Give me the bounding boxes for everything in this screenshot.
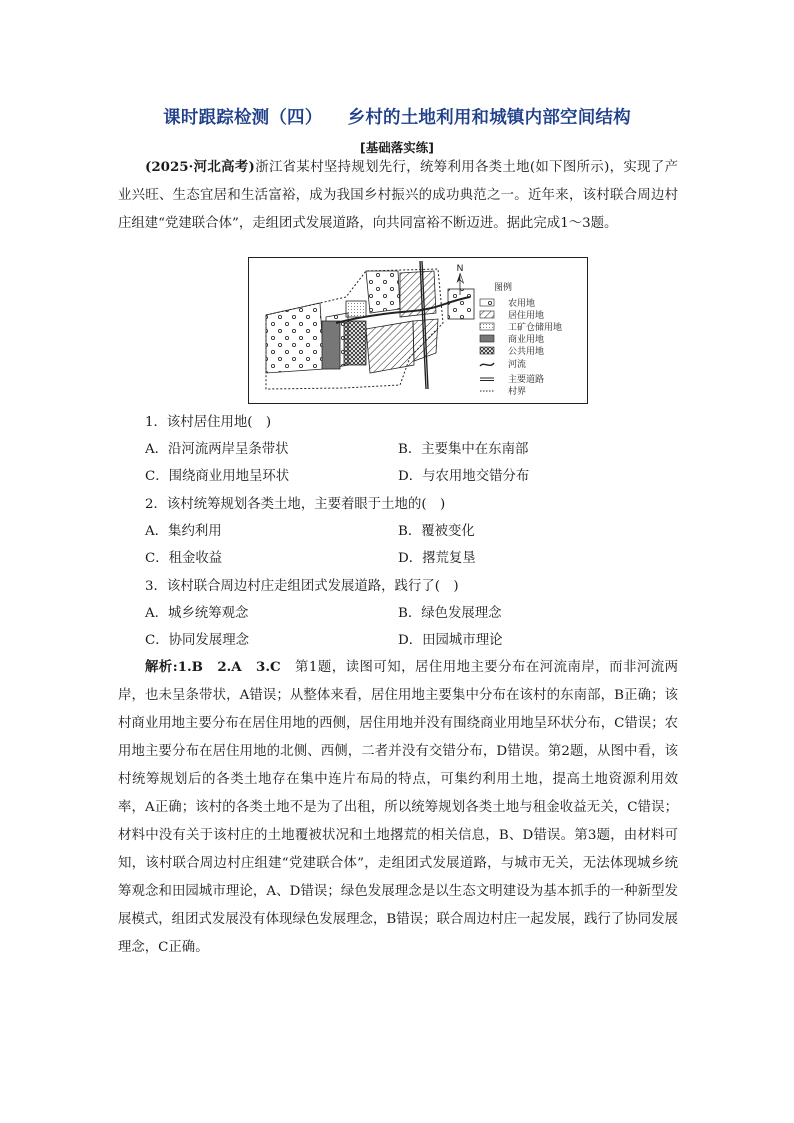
question-3-option-c: C．协同发展理念: [145, 633, 249, 648]
answer-explanation: [118, 653, 678, 962]
svg-text:商业用地: 商业用地: [508, 334, 545, 344]
industrial-area: [346, 301, 366, 317]
svg-text:居住用地: 居住用地: [508, 310, 545, 320]
dot-pattern-icon: [480, 299, 494, 306]
svg-text:工矿仓储用地: 工矿仓储用地: [508, 322, 563, 332]
svg-text:河流: 河流: [508, 359, 527, 369]
residential-southeast: [366, 321, 414, 373]
land-use-map-figure: [248, 257, 588, 404]
answer-label: 解析:: [145, 659, 178, 675]
svg-text:村界: 村界: [508, 386, 527, 396]
question-3-option-a: A．城乡统筹观念: [145, 606, 249, 621]
legend-title: 图例: [494, 282, 513, 292]
diagonal-hatch-icon: [480, 311, 494, 318]
dotted-fill-icon: [480, 323, 494, 330]
question-1-option-c: C．围绕商业用地呈环状: [145, 469, 290, 484]
intro-paragraph: [118, 153, 678, 238]
answer-keys: 1.B 2.A 3.C: [177, 659, 281, 675]
crosshatch-icon: [480, 347, 494, 354]
section-tag: [基础落实练]: [360, 140, 434, 155]
intro-text: 浙江省某村坚持规划先行，统筹利用各类土地(如下图所示)，实现了产业兴旺、生态宜居和生活富裕，成为我国乡村振兴的成功典范之一。近年来，该村联合周边村庄组建“党建联合体”，走组团式发展道路，向共同富裕不断迈进。据此完成1～3题。: [118, 160, 678, 231]
commercial-area: [322, 321, 340, 369]
svg-text:农用地: 农用地: [508, 298, 536, 308]
question-3-option-d: D．田园城市理论: [398, 633, 503, 648]
farmland-northeast: [448, 289, 474, 319]
question-2-option-d: D．撂荒复垦: [398, 551, 476, 566]
question-3-option-b: B．绿色发展理念: [398, 606, 502, 621]
question-2-option-b: B．覆被变化: [398, 524, 475, 539]
question-1-option-d: D．与农用地交错分布: [398, 469, 530, 484]
page-title: 课时跟踪检测（四） 乡村的土地利用和城镇内部空间结构: [163, 108, 631, 128]
public-area: [344, 321, 366, 365]
source-citation: (2025·河北高考): [145, 159, 255, 175]
svg-text:主要道路: 主要道路: [508, 374, 545, 384]
question-1-option-b: B．主要集中在东南部: [398, 442, 529, 457]
question-2-stem: 2．该村统筹规划各类土地，主要着眼于土地的( ): [145, 497, 446, 512]
svg-text:N: N: [456, 263, 464, 273]
farmland-north: [366, 271, 400, 313]
svg-text:公共用地: 公共用地: [508, 346, 545, 356]
answer-text: 第1题，读图可知，居住用地主要分布在河流南岸，而非河流两岸，也未呈条带状，A错误；从整体来看，居住用地主要集中分布在该村的东南部，B正确；该村商业用地主要分布在居住用地的西侧，居住用地并没有围绕商业用地呈环状分布，C错误；农用地主要分布在居住用地的北侧、西侧，二者并没有交错分布，D错误。第2题，从图中看，该村统筹规划后的各类土地存在集中连片布局的特点，可集约利用土地，提高土地资源利用效率，A正确；该村的各类土地不是为了出租，所以统筹规划各类土地与租金收益无关，C错误；材料中没有关于该村庄的土地覆被状况和土地撂荒的相关信息，B、D错误。第3题，由材料可知，该村联合周边村庄组建“党建联合体”，走组团式发展道路，与城市无关，无法体现城乡统筹观念和田园城市理论，A、D错误；绿色发展理念是以生态文明建设为基本抓手的一种新型发展模式，组团式发展没有体现绿色发展理念，B错误；联合周边村庄一起发展，践行了协同发展理念，C正确。: [118, 660, 678, 955]
farmland-west: [266, 303, 324, 373]
question-2-option-a: A．集约利用: [145, 524, 222, 539]
question-1-stem: 1．该村居住用地( ): [145, 415, 272, 430]
question-1-option-a: A．沿河流两岸呈条带状: [145, 442, 289, 457]
solid-gray-icon: [480, 335, 494, 342]
question-2-option-c: C．租金收益: [145, 551, 223, 566]
question-3-stem: 3．该村联合周边村庄走组团式发展道路，践行了( ): [145, 579, 459, 594]
